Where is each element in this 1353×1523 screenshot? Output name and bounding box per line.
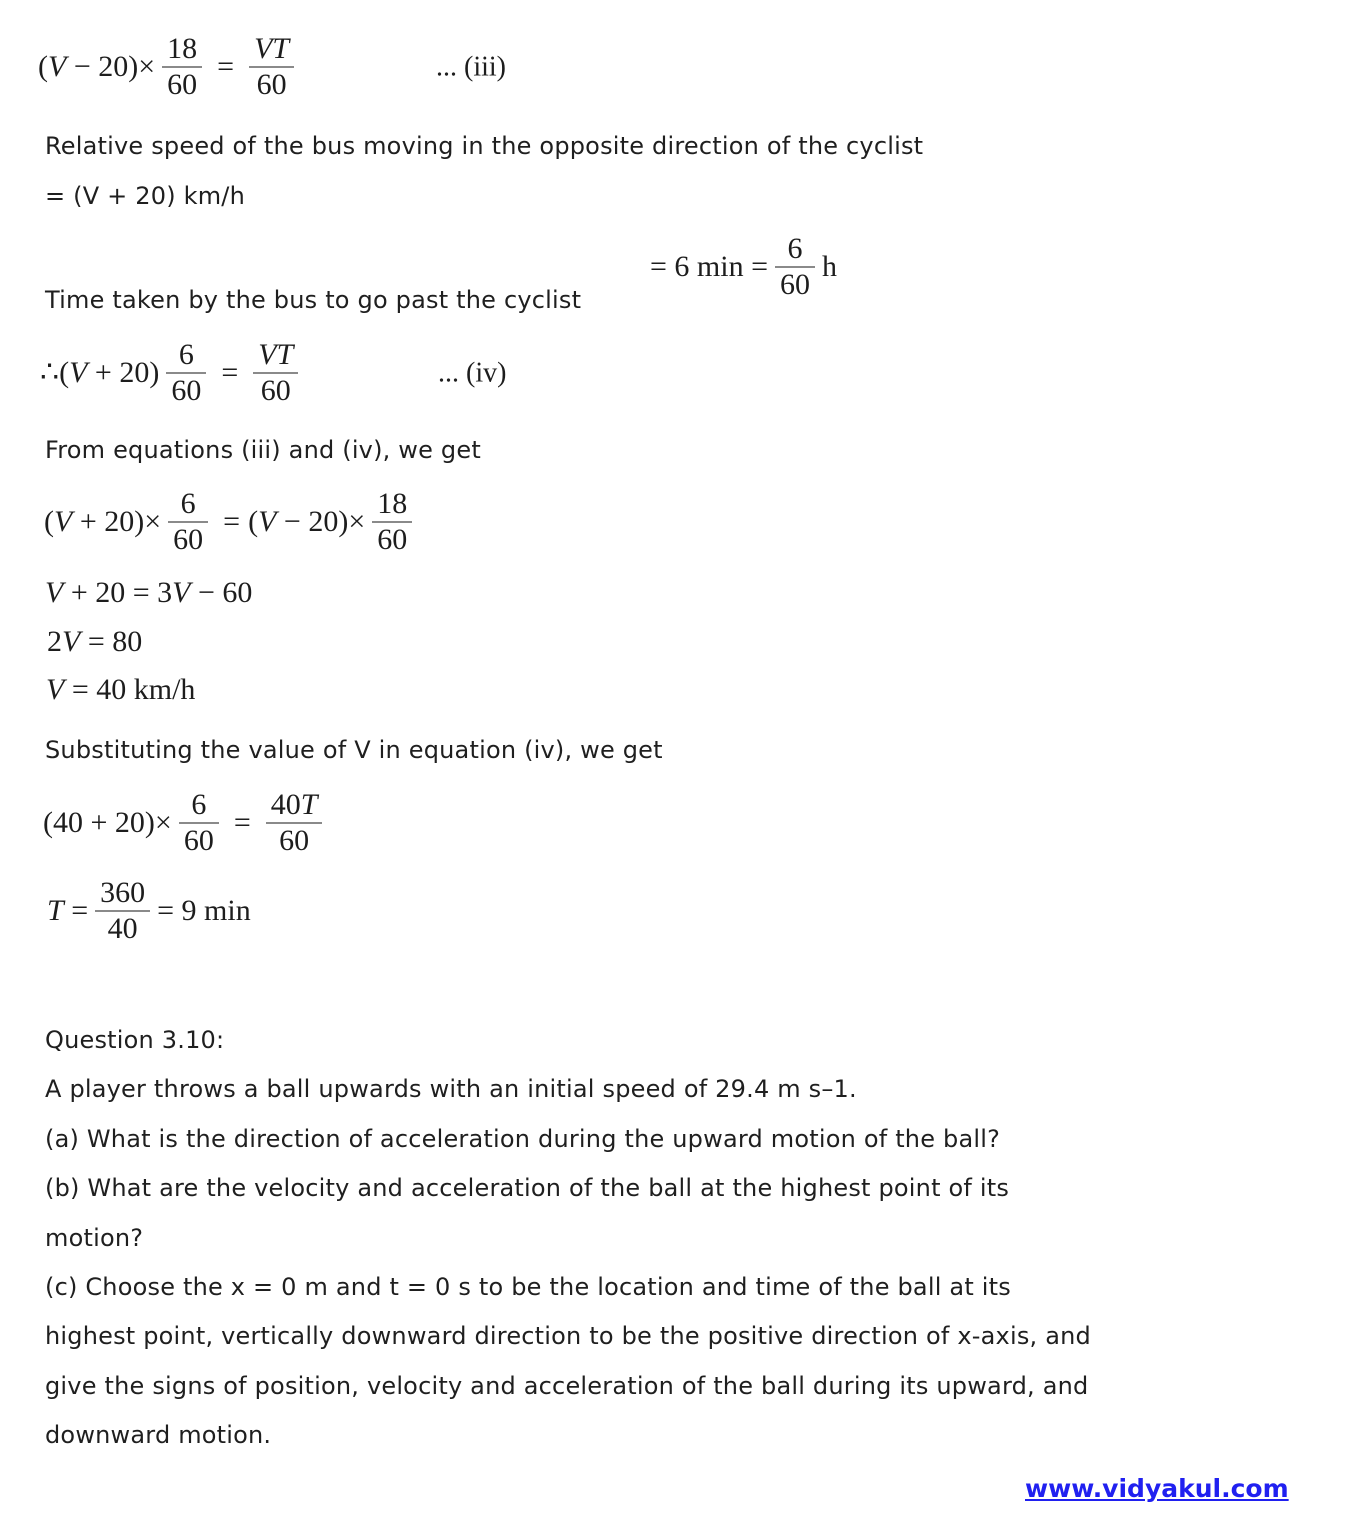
math-variable: T [47,893,64,927]
equation-body [44,487,419,556]
fraction-numerator: 18 [377,487,408,520]
question-line: (a) What is the direction of acceleration during the upward motion of the ball? [45,1124,1001,1153]
math-variable: V [172,576,191,609]
equation-body [47,876,251,945]
math-term: ( [59,355,70,389]
math-term: h [822,249,838,283]
math-term: = 40 km/h [64,673,196,706]
math-term: ( [44,504,54,538]
equation-body [38,32,301,101]
question-block [45,1016,1091,1461]
relative-speed-text: Relative speed of the bus moving in the opposite direction of the cyclist [45,132,924,160]
math-term: + 20) [87,355,160,389]
fraction [166,338,206,407]
fraction-denominator: 40 [107,911,138,945]
fraction-denominator: 60 [780,267,811,301]
v-plus-20-text: = (V + 20) km/h [45,182,245,210]
math-variable: V [69,355,88,389]
fraction-denominator: 60 [377,522,408,556]
fraction-denominator: 60 [171,373,202,407]
fraction [179,788,219,857]
fraction-numerator: 6 [191,788,207,821]
substituting-text: Substituting the value of V in equation (iv), we get [45,736,663,764]
combined-equation [44,487,419,556]
fraction-denominator: 60 [256,67,287,101]
equation-body [46,674,195,706]
fraction-numerator: 6 [787,232,803,265]
fraction-denominator: 60 [183,823,214,857]
math-variable: V [48,49,67,83]
math-term: + 20 = 3 [63,576,173,609]
linear-step-2 [47,626,142,658]
fraction [266,788,323,857]
question-line: give the signs of position, velocity and acceleration of the ball during its upward, and [45,1371,1089,1400]
math-variable: V [54,504,73,538]
therefore-symbol: ∴ [40,355,60,389]
fraction-denominator: 60 [260,373,291,407]
question-line: motion? [45,1223,144,1252]
math-term: 40 [270,788,301,821]
time-taken-text: Time taken by the bus to go past the cyclist [45,286,582,314]
fraction-numerator: 6 [178,338,194,371]
fraction-numerator: 6 [180,487,196,520]
equation-label: ... (iv) [438,356,507,388]
fraction-numerator [266,788,323,822]
math-term: = 6 min = [650,249,769,283]
math-variable: V [45,576,64,609]
math-term: = 9 min [157,893,251,927]
math-term: 2 [47,625,62,658]
math-variable: V [62,625,81,658]
question-line: (c) Choose the x = 0 m and t = 0 s to be the location and time of the ball at its [45,1273,1011,1302]
fraction-numerator: 18 [167,32,198,65]
math-term: + 20)× [72,504,162,538]
fraction-denominator: 60 [279,823,310,857]
equals-sign: = [217,49,235,83]
question-line: (b) What are the velocity and acceleration of the ball at the highest point of its [45,1174,1010,1203]
fraction-denominator: 60 [173,522,204,556]
t-result-equation [47,876,251,945]
fraction-numerator: 360 [100,876,146,909]
equation-iv [40,338,507,407]
equation-body [40,338,305,407]
fraction-numerator: VT [258,338,294,371]
fraction-denominator: 60 [167,67,198,101]
fraction [95,876,150,945]
equals-sign: = [223,504,241,538]
linear-step-3 [46,674,195,706]
time-equation [650,232,837,301]
footer-link[interactable]: www.vidyakul.com [1025,1474,1289,1503]
math-term: ( [38,49,48,83]
equation-label: ... (iii) [436,50,506,82]
equation-body [650,232,837,301]
math-variable: V [46,673,65,706]
from-equations-text: From equations (iii) and (iv), we get [45,436,481,464]
equals-sign: = [233,805,251,839]
question-line: highest point, vertically downward direction to be the positive direction of x-axis, and [45,1322,1091,1351]
fraction [372,487,412,556]
question-line: downward motion. [45,1421,272,1450]
math-term: = [63,893,89,927]
fraction [168,487,208,556]
fraction [249,32,294,101]
math-variable: V [258,504,277,538]
fraction [775,232,815,301]
fraction-numerator: VT [254,32,290,65]
equation-body [43,788,329,857]
substitution-equation [43,788,329,857]
equation-iii [38,32,506,101]
linear-step-1 [45,577,252,609]
math-variable: T [300,788,318,821]
math-term: − 20)× [66,49,156,83]
equation-body [47,626,142,658]
fraction [253,338,298,407]
fraction [162,32,202,101]
question-title: Question 3.10: [45,1026,225,1054]
math-term: − 60 [190,576,253,609]
math-term: = 80 [80,625,143,658]
question-line: A player throws a ball upwards with an initial speed of 29.4 m s–1. [45,1075,857,1104]
equation-body [45,577,252,609]
math-term: ( [248,504,259,538]
math-term: (40 + 20)× [43,805,172,839]
math-term: − 20)× [276,504,366,538]
equals-sign: = [221,355,239,389]
